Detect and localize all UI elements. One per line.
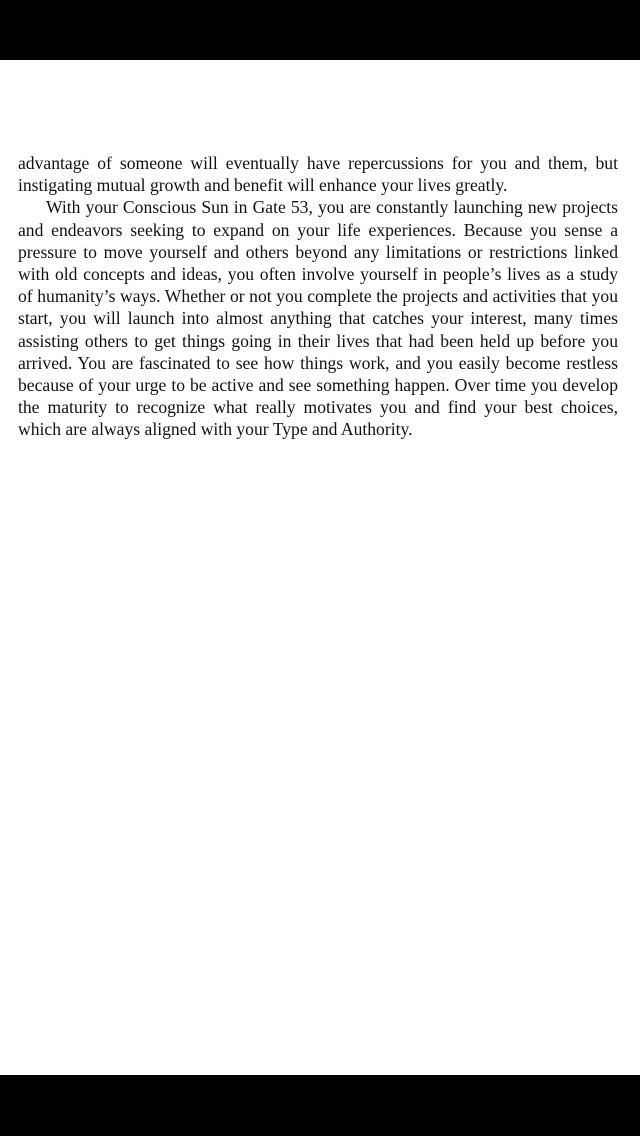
book-text <box>18 152 618 441</box>
bottom-black-bar <box>0 1075 640 1136</box>
reader-page[interactable] <box>0 60 640 1075</box>
paragraph-continuation: advantage of someone will eventually have repercussions for you and them, but instigating mutual growth and benefit will enhance your lives greatly. <box>18 153 618 196</box>
paragraph-conscious-sun: With your Conscious Sun in Gate 53, you are constantly launching new projects and endeavors seeking to expand on your life experiences. Because you sense a pressure to move yourself and others beyond any limitations or restrictions linked with old concepts and ideas, you often involve yourself in people’s lives as a study of humanity’s ways. Whether or not you complete the projects and activities that you start, you will launch into almost anything that catches your interest, many times assisting others to get things going in their lives that had been held up before you arrived. You are fascinated to see how things work, and you easily become restless because of your urge to be active and see something happen. Over time you develop the maturity to recognize what really motivates you and find your best choices, which are always aligned with your Type and Authority. <box>18 197 618 440</box>
top-black-bar <box>0 0 640 60</box>
